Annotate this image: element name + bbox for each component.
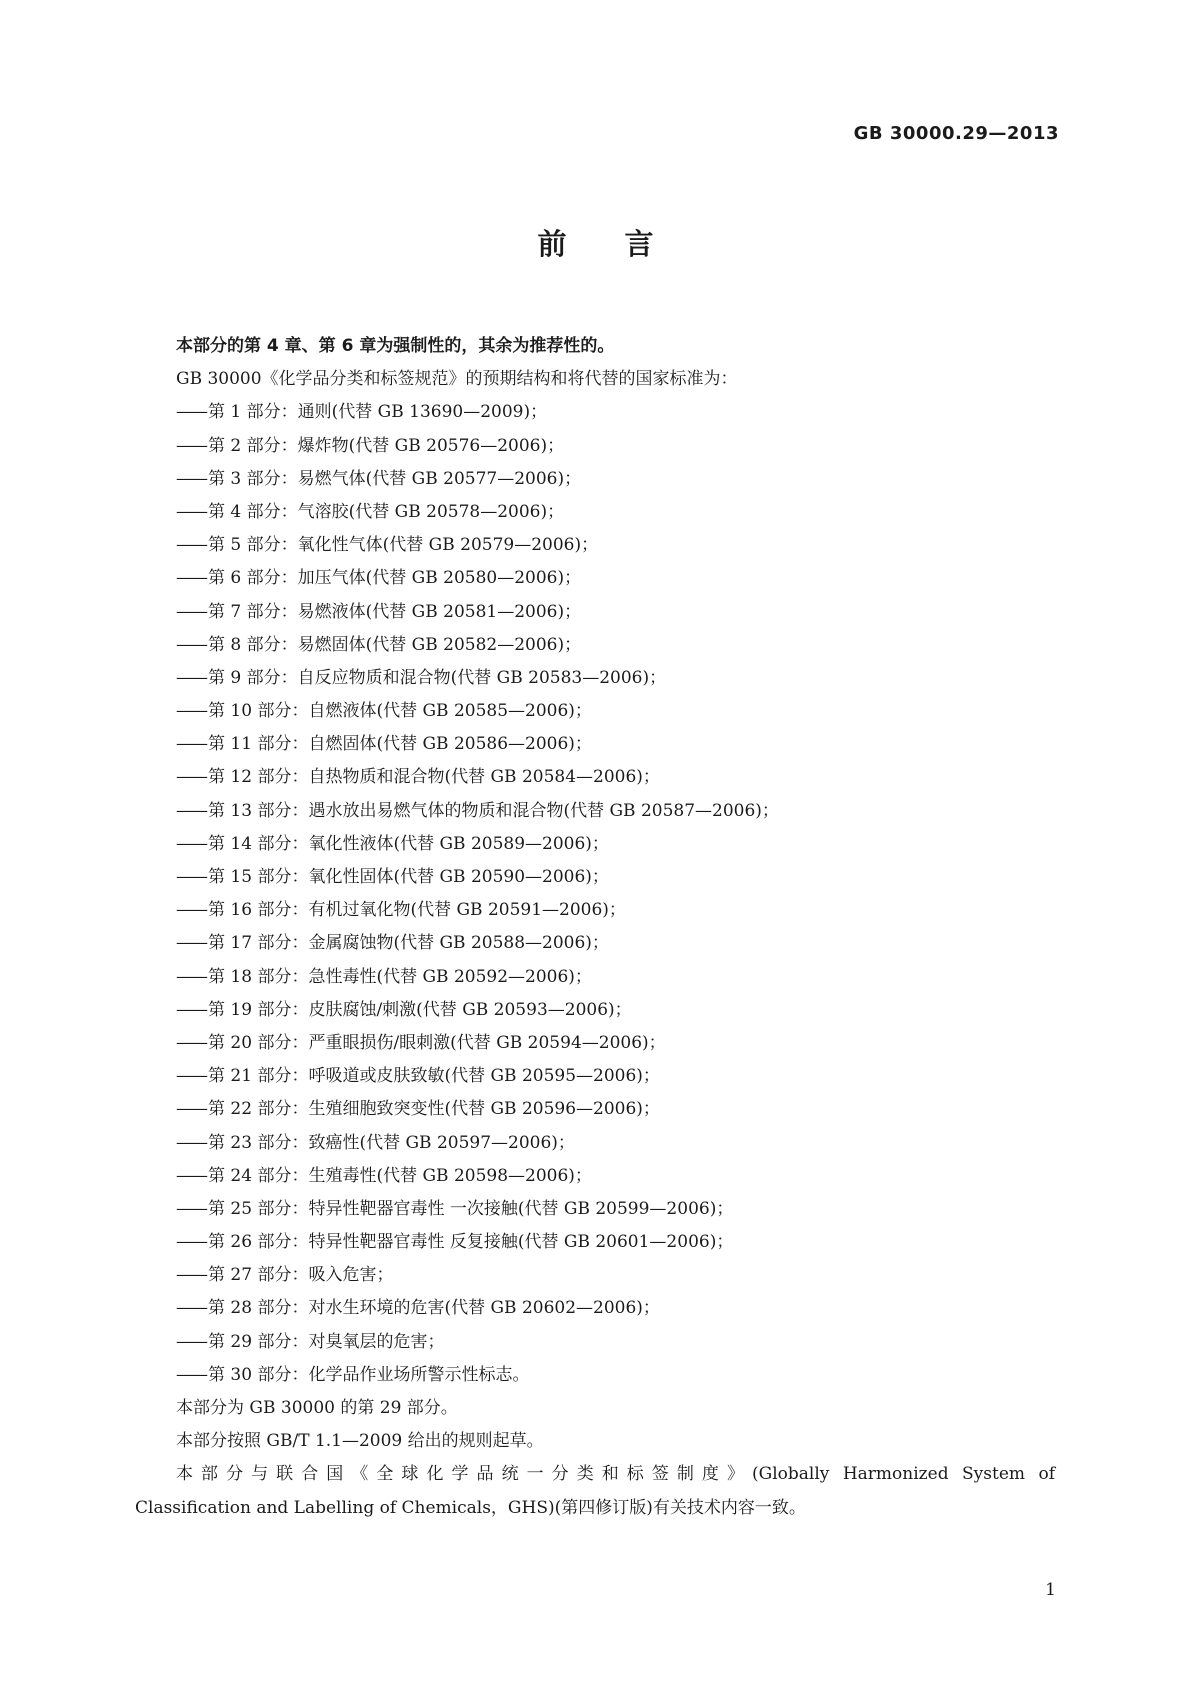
list-item (135, 1193, 1055, 1226)
list-item (135, 795, 1055, 828)
part-text: 第 12 部分：自热物质和混合物(代替 GB 20584—2006)； (208, 767, 660, 788)
list-dash: —— (176, 800, 206, 821)
list-item (135, 1326, 1055, 1359)
list-dash: —— (176, 767, 206, 788)
part-text: 第 23 部分：致癌性(代替 GB 20597—2006)； (208, 1132, 575, 1153)
part-text: 第 21 部分：呼吸道或皮肤致敏(代替 GB 20595—2006)； (208, 1066, 660, 1087)
list-item (135, 1359, 1055, 1392)
parts-list (135, 396, 1055, 1392)
list-dash: —— (176, 402, 206, 423)
list-item (135, 396, 1055, 429)
list-dash: —— (176, 1331, 206, 1352)
consistency-statement-line1: 本部分与联合国《全球化学品统一分类和标签制度》(Globally Harmonized System of (176, 1464, 1055, 1485)
list-dash: —— (176, 1066, 206, 1087)
list-item (135, 1027, 1055, 1060)
part-text: 第 7 部分：易燃液体(代替 GB 20581—2006)； (208, 601, 582, 622)
part-text: 第 26 部分：特异性靶器官毒性 反复接触(代替 GB 20601—2006)； (208, 1232, 734, 1253)
list-dash: —— (176, 1364, 206, 1385)
part-text: 第 29 部分：对臭氧层的危害； (208, 1331, 445, 1352)
part-text: 第 30 部分：化学品作业场所警示性标志。 (208, 1364, 530, 1385)
part-text: 第 1 部分：通则(代替 GB 13690—2009)； (208, 402, 548, 423)
mandatory-statement: 本部分的第 4 章、第 6 章为强制性的，其余为推荐性的。 (176, 336, 615, 356)
list-dash: —— (176, 701, 206, 722)
list-dash: —— (176, 933, 206, 954)
list-dash: —— (176, 634, 206, 655)
list-dash: —— (176, 535, 206, 556)
list-item (135, 861, 1055, 894)
list-item (135, 695, 1055, 728)
list-dash: —— (176, 1298, 206, 1319)
list-item (135, 596, 1055, 629)
part-text: 第 18 部分：急性毒性(代替 GB 20592—2006)； (208, 966, 592, 987)
list-dash: —— (176, 966, 206, 987)
list-item (135, 1127, 1055, 1160)
page-number: 1 (1045, 1580, 1056, 1600)
list-item (135, 1060, 1055, 1093)
part-text: 第 10 部分：自燃液体(代替 GB 20585—2006)； (208, 701, 592, 722)
list-item (135, 629, 1055, 662)
consistency-statement-line2: Classification and Labelling of Chemicals，GHS)(第四修订版)有关技术内容一致。 (135, 1497, 806, 1518)
list-dash: —— (176, 734, 206, 755)
part-text: 第 28 部分：对水生环境的危害(代替 GB 20602—2006)； (208, 1298, 660, 1319)
list-item (135, 894, 1055, 927)
list-item (135, 529, 1055, 562)
list-dash: —— (176, 601, 206, 622)
list-dash: —— (176, 667, 206, 688)
list-dash: —— (176, 1198, 206, 1219)
part-text: 第 25 部分：特异性靶器官毒性 一次接触(代替 GB 20599—2006)； (208, 1198, 734, 1219)
list-dash: —— (176, 1165, 206, 1186)
list-item (135, 1292, 1055, 1325)
list-dash: —— (176, 468, 206, 489)
part-text: 第 24 部分：生殖毒性(代替 GB 20598—2006)； (208, 1165, 592, 1186)
list-dash: —— (176, 1099, 206, 1120)
list-item (135, 761, 1055, 794)
list-dash: —— (176, 435, 206, 456)
standard-code: GB 30000.29—2013 (853, 123, 1059, 144)
part-text: 第 14 部分：氧化性液体(代替 GB 20589—2006)； (208, 833, 609, 854)
list-item (135, 728, 1055, 761)
list-item (135, 1259, 1055, 1292)
drafting-statement: 本部分按照 GB/T 1.1—2009 给出的规则起草。 (176, 1431, 544, 1452)
list-item (135, 496, 1055, 529)
page-title: 前 言 (537, 227, 654, 261)
part-text: 第 19 部分：皮肤腐蚀/刺激(代替 GB 20593—2006)； (208, 999, 632, 1020)
list-dash: —— (176, 867, 206, 887)
list-item (135, 1160, 1055, 1193)
part-text: 第 11 部分：自燃固体(代替 GB 20586—2006)； (208, 734, 592, 755)
list-dash: —— (176, 833, 206, 854)
list-dash: —— (176, 1032, 206, 1053)
structure-intro: GB 30000《化学品分类和标签规范》的预期结构和将代替的国家标准为： (176, 369, 738, 390)
foreword-body (135, 330, 1055, 1525)
list-item (135, 463, 1055, 496)
part-text: 第 15 部分：氧化性固体(代替 GB 20590—2006)； (208, 867, 609, 887)
list-dash: —— (176, 501, 206, 522)
list-dash: —— (176, 1232, 206, 1253)
part-text: 第 8 部分：易燃固体(代替 GB 20582—2006)； (208, 634, 582, 655)
list-dash: —— (176, 900, 206, 921)
part-text: 第 17 部分：金属腐蚀物(代替 GB 20588—2006)； (208, 933, 609, 954)
part-text: 第 22 部分：生殖细胞致突变性(代替 GB 20596—2006)； (208, 1099, 660, 1120)
list-dash: —— (176, 1265, 206, 1286)
part-text: 第 20 部分：严重眼损伤/眼刺激(代替 GB 20594—2006)； (208, 1032, 666, 1053)
list-dash: —— (176, 999, 206, 1020)
part-text: 第 27 部分：吸入危害； (208, 1265, 394, 1286)
part-text: 第 4 部分：气溶胶(代替 GB 20578—2006)； (208, 501, 565, 522)
part-text: 第 3 部分：易燃气体(代替 GB 20577—2006)； (208, 468, 582, 489)
list-item (135, 994, 1055, 1027)
list-item (135, 828, 1055, 861)
list-dash: —— (176, 568, 206, 589)
part-text: 第 13 部分：遇水放出易燃气体的物质和混合物(代替 GB 20587—2006)； (208, 800, 779, 821)
list-item (135, 662, 1055, 695)
list-item (135, 1226, 1055, 1259)
list-item (135, 1093, 1055, 1126)
list-item (135, 562, 1055, 595)
part-text: 第 5 部分：氧化性气体(代替 GB 20579—2006)； (208, 535, 599, 556)
list-item (135, 961, 1055, 994)
part-text: 第 2 部分：爆炸物(代替 GB 20576—2006)； (208, 435, 565, 456)
part-text: 第 9 部分：自反应物质和混合物(代替 GB 20583—2006)； (208, 667, 667, 688)
part-text: 第 16 部分：有机过氧化物(代替 GB 20591—2006)； (208, 900, 626, 921)
part-of-statement: 本部分为 GB 30000 的第 29 部分。 (176, 1398, 458, 1418)
part-text: 第 6 部分：加压气体(代替 GB 20580—2006)； (208, 568, 582, 589)
list-dash: —— (176, 1132, 206, 1153)
list-item (135, 927, 1055, 960)
list-item (135, 430, 1055, 463)
